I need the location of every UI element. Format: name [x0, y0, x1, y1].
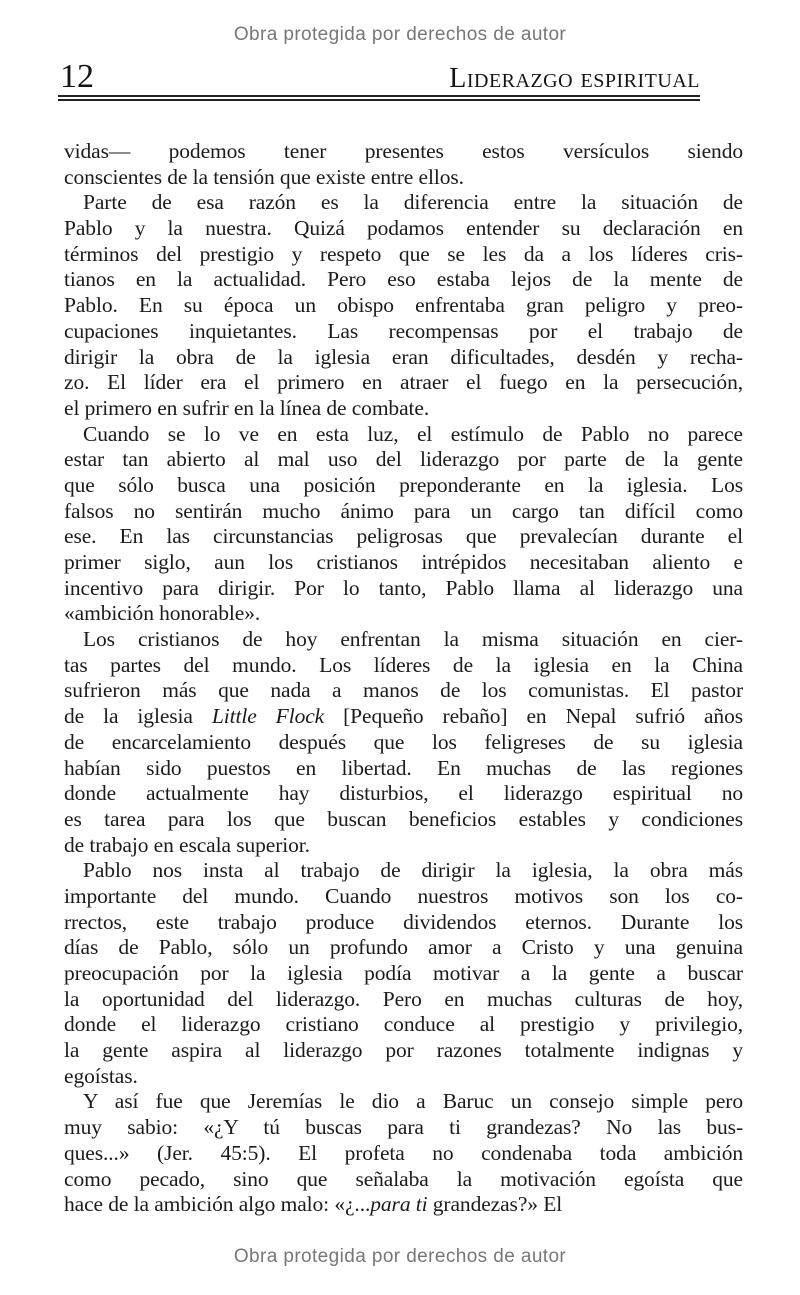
text-line: Parte de esa razón es la diferencia entre la situación de: [83, 190, 743, 215]
text-line: es tarea para los que buscan beneficios estables y condiciones: [64, 806, 743, 831]
text-line: importante del mundo. Cuando nuestros motivos son los co-: [64, 883, 743, 908]
text-line: términos del prestigio y respeto que se les da a los líderes cris-: [64, 241, 743, 266]
text-line: muy sabio: «¿Y tú buscas para ti grandezas? No las bus-: [64, 1115, 743, 1140]
header-double-rule: [58, 95, 700, 101]
text-line: Y así fue que Jeremías le dio a Baruc un consejo simple pero: [83, 1089, 743, 1114]
running-title: Liderazgo espiritual: [449, 63, 700, 94]
text-line: donde el liderazgo cristiano conduce al prestigio y privilegio,: [64, 1012, 743, 1037]
text-line: Pablo nos insta al trabajo de dirigir la iglesia, la obra más: [83, 858, 743, 883]
text-line: donde actualmente hay disturbios, el liderazgo espiritual no: [64, 781, 743, 806]
text-line: zo. El líder era el primero en atraer el fuego en la persecución,: [64, 370, 743, 395]
text-line: egoístas.: [64, 1063, 138, 1088]
paragraph: [64, 1089, 743, 1217]
paragraph: [64, 190, 743, 421]
copyright-notice-top: Obra protegida por derechos de autor: [233, 24, 567, 45]
text-line: días de Pablo, sólo un profundo amor a Cristo y una genuina: [64, 935, 743, 960]
text-line: de trabajo en escala superior.: [64, 832, 310, 857]
text-line: tas partes del mundo. Los líderes de la iglesia en la China: [64, 652, 743, 677]
text-line: que sólo busca una posición preponderante en la iglesia. Los: [64, 472, 743, 497]
text-line: Pablo y la nuestra. Quizá podamos entender su declaración en: [64, 216, 743, 241]
text-line: como pecado, sino que señalaba la motivación egoísta que: [64, 1166, 743, 1191]
text-line: conscientes de la tensión que existe entre ellos.: [64, 164, 464, 189]
text-line: habían sido puestos en libertad. En muchas de las regiones: [64, 755, 743, 780]
text-line: incentivo para dirigir. Por lo tanto, Pablo llama al liderazgo una: [64, 575, 743, 600]
text-line: «ambición honorable».: [64, 601, 261, 626]
text-line: el primero en sufrir en la línea de combate.: [64, 395, 430, 420]
text-line: la oportunidad del liderazgo. Pero en muchas culturas de hoy,: [64, 986, 743, 1011]
text-line: estar tan abierto al mal uso del liderazgo por parte de la gente: [64, 447, 743, 472]
text-line: cupaciones inquietantes. Las recompensas por el trabajo de: [64, 318, 743, 343]
paragraph: [64, 422, 743, 628]
text-line: la gente aspira al liderazgo por razones totalmente indignas y: [64, 1038, 743, 1063]
page-number: 12: [60, 58, 94, 95]
text-line: hace de la ambición algo malo: «¿...para ti grandezas?» El: [64, 1192, 563, 1217]
paragraph: [64, 858, 743, 1089]
text-line: tianos en la actualidad. Pero eso estaba lejos de la mente de: [64, 267, 743, 292]
page-header: [60, 60, 700, 94]
paragraph: [64, 139, 743, 190]
text-line: de la iglesia Little Flock [Pequeño rebaño] en Nepal sufrió años: [64, 704, 743, 729]
body-text: [64, 139, 743, 1218]
text-line: falsos no sentirán mucho ánimo para un cargo tan difícil como: [64, 498, 743, 523]
text-line: rrectos, este trabajo produce dividendos eternos. Durante los: [64, 909, 743, 934]
text-line: ese. En las circunstancias peligrosas que prevalecían durante el: [64, 524, 743, 549]
text-line: Cuando se lo ve en esta luz, el estímulo de Pablo no parece: [83, 421, 743, 446]
text-line: vidas— podemos tener presentes estos versículos siendo: [64, 139, 743, 163]
paragraph: [64, 627, 743, 858]
text-line: de encarcelamiento después que los feligreses de su iglesia: [64, 729, 743, 754]
text-line: primer siglo, aun los cristianos intrépidos necesitaban aliento e: [64, 550, 743, 574]
text-line: Los cristianos de hoy enfrentan la misma situación en cier-: [83, 627, 743, 652]
text-line: Pablo. En su época un obispo enfrentaba gran peligro y preo-: [64, 293, 743, 318]
copyright-notice-bottom: Obra protegida por derechos de autor: [233, 1246, 567, 1267]
text-line: dirigir la obra de la iglesia eran dificultades, desdén y recha-: [64, 344, 743, 369]
text-line: preocupación por la iglesia podía motivar a la gente a buscar: [64, 961, 743, 985]
text-line: ques...» (Jer. 45:5). El profeta no condenaba toda ambición: [64, 1140, 743, 1165]
text-line: sufrieron más que nada a manos de los comunistas. El pastor: [64, 678, 743, 703]
